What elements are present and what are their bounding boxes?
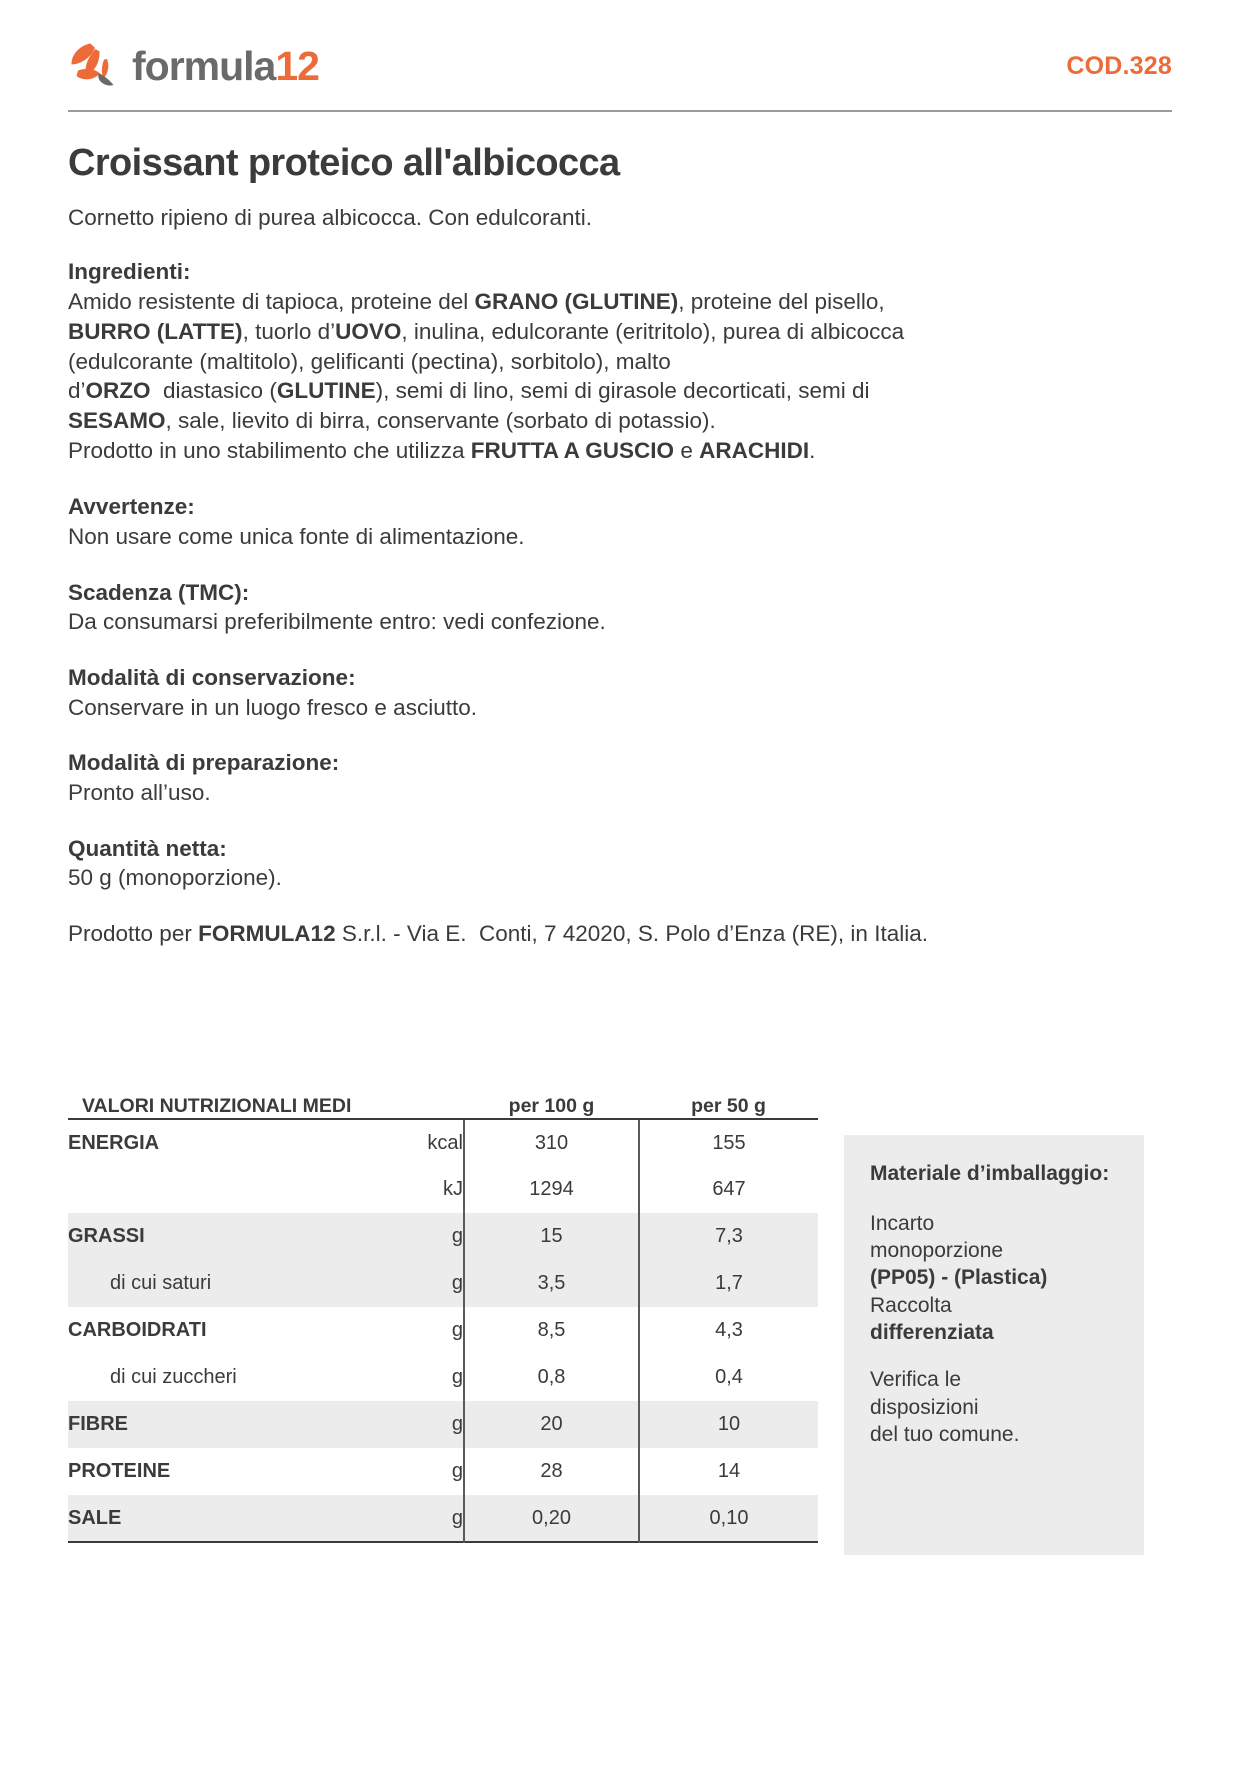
nutrition-area: [68, 1095, 1172, 1555]
nutrition-header-row: [68, 1095, 818, 1118]
nutrient-name: PROTEINE: [68, 1460, 171, 1482]
storage-section: [68, 663, 1172, 722]
nutrition-bottom-divider: [68, 1542, 818, 1543]
brand-wordmark: [132, 42, 319, 89]
nutrient-value-per-100g: 28: [464, 1448, 639, 1495]
nutrient-value-per-50g: 14: [717, 1460, 741, 1482]
packaging-title: Materiale d’imballaggio:: [870, 1162, 1110, 1185]
nutrient-value-per-50g: 7,3: [639, 1213, 818, 1260]
nutrient-value-per-100g: 1294: [464, 1166, 639, 1213]
nutrient-value-per-50g: 647: [712, 1178, 746, 1200]
nutrient-name: ENERGIA: [68, 1131, 160, 1154]
brand-logo: [68, 40, 319, 92]
table-row: [68, 1260, 818, 1307]
nutrient-unit: g: [368, 1448, 464, 1495]
packaging-material-text: Incarto monoporzione (PP05) - (Plastica) Raccolta differenziata: [870, 1211, 1048, 1345]
expiry-text: Da consumarsi preferibilmente entro: vedi confezione.: [68, 609, 606, 635]
nutrient-name: FIBRE: [68, 1401, 368, 1448]
nutrient-unit: g: [368, 1213, 464, 1260]
expiry-section: [68, 578, 1172, 637]
table-row: [68, 1354, 818, 1401]
nutrient-value-per-100g: 20: [464, 1401, 639, 1448]
nutrient-name: SALE: [68, 1495, 368, 1542]
preparation-section: [68, 748, 1172, 807]
brand-word-text: formula: [132, 42, 276, 89]
net-quantity-label: Quantità netta:: [68, 835, 227, 861]
storage-label: Modalità di conservazione:: [68, 664, 356, 690]
ingredients-text: Amido resistente di tapioca, proteine del GRANO (GLUTINE), proteine del pisello, BURRO (LATTE), tuorlo d’UOVO, inulina, edulcorante (eritritolo), purea di albicocca (edulcorante (maltitolo), gelificanti (pectina), sorbitolo), malto d’ORZO diastasico (GLUTINE), semi di lino, semi di girasole decorticati, semi di SESAMO, sale, lievito di birra, conservante (sorbato di potassio). Prodotto in uno stabilimento che utilizza FRUTTA A GUSCIO e ARACHIDI.: [68, 288, 905, 464]
table-row: [68, 1448, 818, 1495]
warnings-section: [68, 492, 1172, 551]
nutrient-unit: g: [368, 1401, 464, 1448]
nutrient-value-per-50g: 10: [639, 1401, 818, 1448]
nutrient-unit: g: [368, 1354, 464, 1401]
nutrition-body: [68, 1119, 818, 1542]
table-row: [68, 1401, 818, 1448]
nutrition-header-per100: per 100 g: [508, 1095, 595, 1117]
nutrient-value-per-50g: 4,3: [715, 1319, 743, 1341]
nutrient-name: GRASSI: [68, 1213, 368, 1260]
ingredients-label: Ingredienti:: [68, 259, 191, 284]
nutrient-value-per-50g: 1,7: [639, 1260, 818, 1307]
table-row: [68, 1166, 818, 1213]
table-row: [68, 1119, 818, 1166]
preparation-text: Pronto all’uso.: [68, 780, 211, 806]
net-quantity-section: [68, 834, 1172, 893]
nutrient-value-per-100g: 310: [464, 1119, 639, 1166]
table-row: [68, 1307, 818, 1354]
nutrition-header-unit: [368, 1095, 464, 1118]
table-row: [68, 1213, 818, 1260]
storage-text: Conservare in un luogo fresco e asciutto.: [68, 694, 477, 720]
nutrient-unit: g: [368, 1495, 464, 1542]
nutrient-name: di cui zuccheri: [110, 1366, 237, 1388]
packaging-panel: [844, 1135, 1144, 1555]
preparation-label: Modalità di preparazione:: [68, 750, 340, 776]
nutrient-value-per-100g: 0,8: [464, 1354, 639, 1401]
page-title: Croissant proteico all'albicocca: [68, 142, 620, 184]
page-header: [68, 0, 1172, 104]
packaging-disposal-text: Verifica le disposizioni del tuo comune.: [870, 1368, 1020, 1446]
product-code: COD.328: [1066, 51, 1172, 80]
nutrient-value-per-100g: 15: [464, 1213, 639, 1260]
table-row: [68, 1495, 818, 1542]
expiry-label: Scadenza (TMC):: [68, 579, 250, 605]
nutrient-unit: kcal: [368, 1119, 464, 1166]
net-quantity-text: 50 g (monoporzione).: [68, 865, 282, 891]
nutrient-unit: g: [368, 1307, 464, 1354]
product-subtitle: Cornetto ripieno di purea albicocca. Con edulcoranti.: [68, 205, 593, 230]
nutrient-value-per-50g: 0,4: [715, 1366, 743, 1388]
nutrition-header-name: VALORI NUTRIZIONALI MEDI: [82, 1095, 352, 1117]
nutrient-value-per-100g: 8,5: [464, 1307, 639, 1354]
nutrient-name: CARBOIDRATI: [68, 1319, 207, 1341]
nutrient-value-per-100g: 0,20: [464, 1495, 639, 1542]
nutrient-unit: kJ: [368, 1166, 464, 1213]
nutrient-unit: g: [368, 1260, 464, 1307]
brand-number-text: 12: [275, 42, 319, 89]
warnings-label: Avvertenze:: [68, 494, 195, 520]
nutrition-header-per50: per 50 g: [691, 1095, 766, 1117]
nutrient-value-per-50g: 0,10: [639, 1495, 818, 1542]
header-divider: [68, 110, 1172, 112]
nutrition-table: [68, 1095, 818, 1543]
producer-text: Prodotto per FORMULA12 S.r.l. - Via E. Conti, 7 42020, S. Polo d’Enza (RE), in Italia.: [68, 921, 928, 947]
butterfly-icon: [68, 40, 126, 92]
nutrient-value-per-100g: 3,5: [464, 1260, 639, 1307]
nutrient-value-per-50g: 155: [712, 1131, 746, 1154]
warnings-text: Non usare come unica fonte di alimentazione.: [68, 523, 525, 549]
nutrient-name: di cui saturi: [68, 1260, 368, 1307]
nutrient-name: [68, 1166, 368, 1213]
ingredients-section: [68, 257, 1172, 466]
